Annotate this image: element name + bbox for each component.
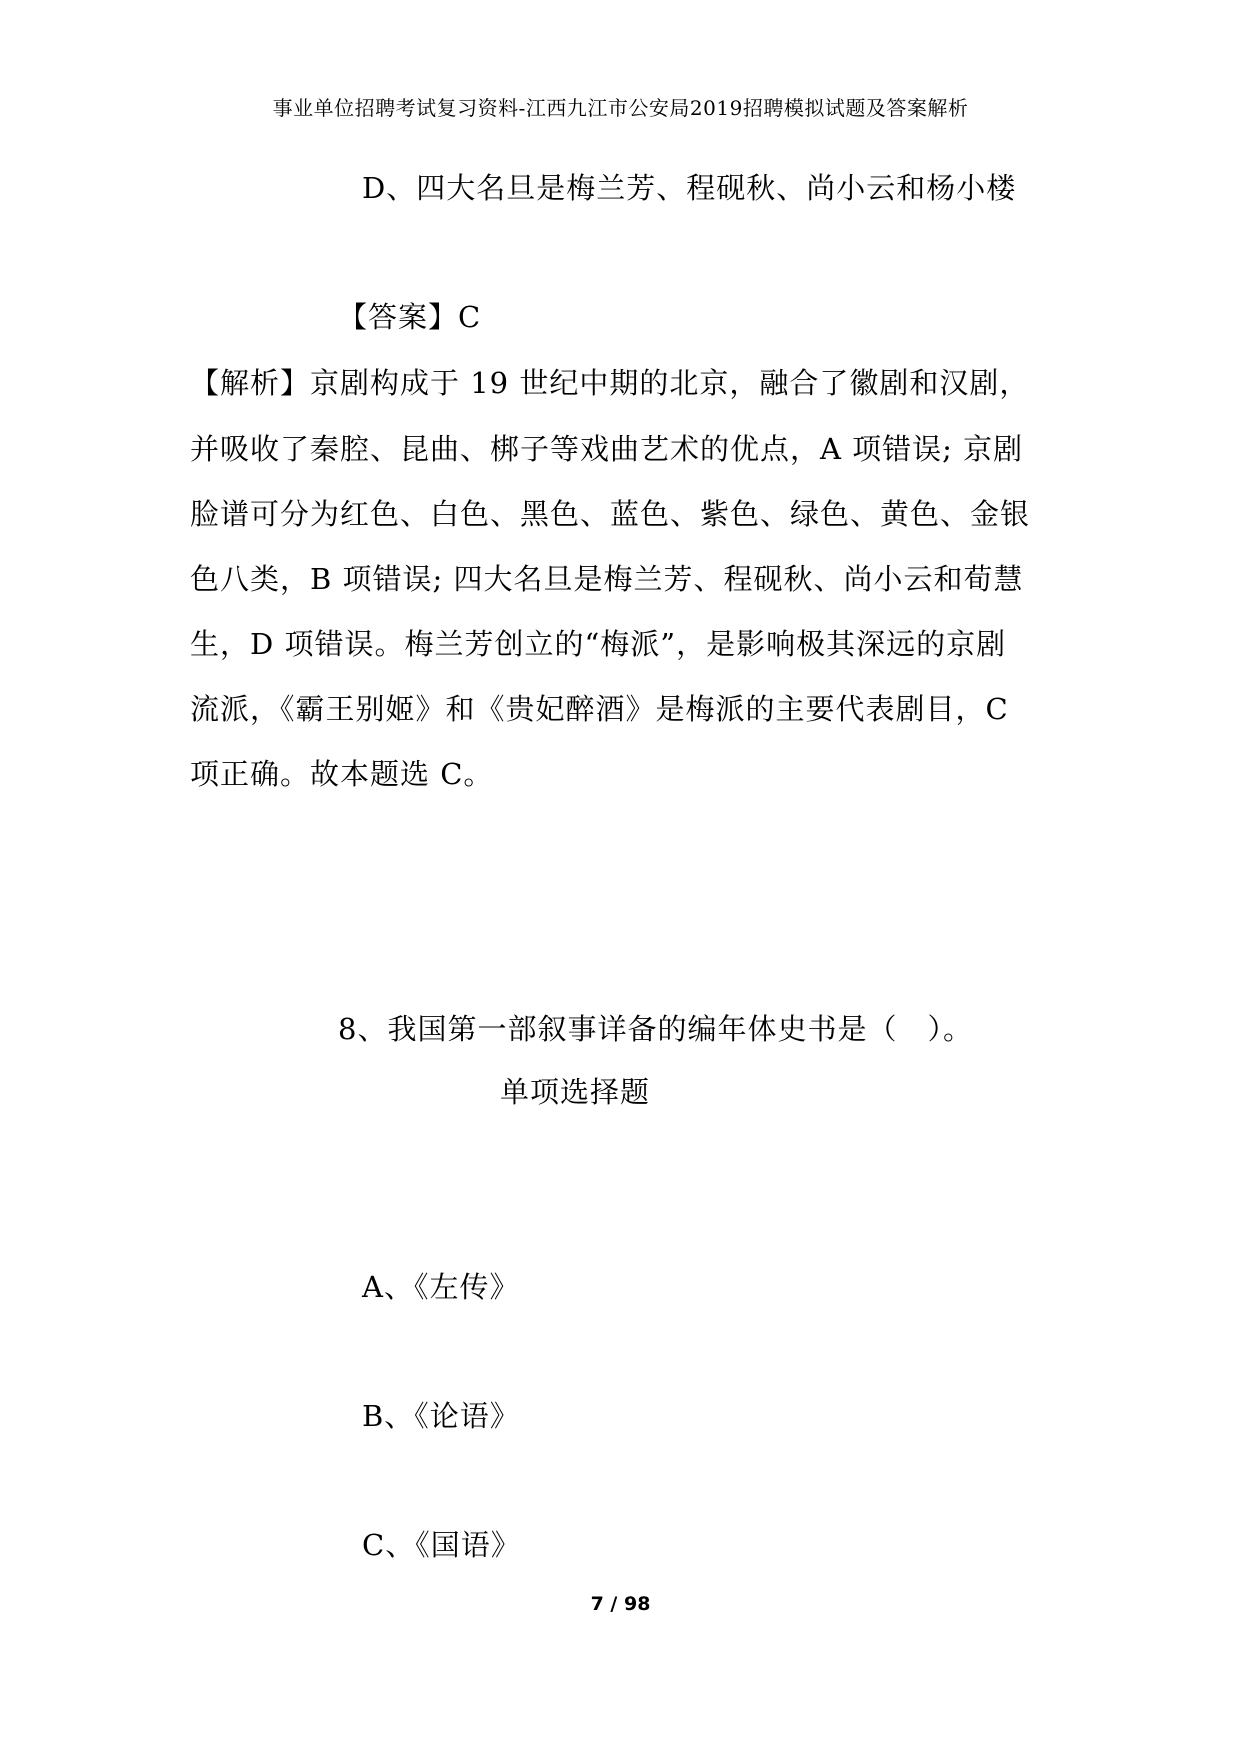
option-a: A、《左传》: [362, 1270, 520, 1304]
explanation-line: 【解析】京剧构成于 19 世纪中期的北京，融合了徽剧和汉剧，: [190, 366, 1030, 400]
explanation-line: 项正确。故本题选 C。: [190, 757, 494, 791]
answer-label: 【答案】C: [338, 300, 482, 334]
option-b: B、《论语》: [362, 1399, 520, 1433]
question-text: 8、我国第一部叙事详备的编年体史书是（ ）。: [338, 1012, 973, 1046]
explanation-line: 色八类，B 项错误; 四大名旦是梅兰芳、程砚秋、尚小云和荀慧: [190, 562, 1024, 596]
option-c: C、《国语》: [362, 1528, 521, 1562]
explanation-line: 并吸收了秦腔、昆曲、梆子等戏曲艺术的优点，A 项错误; 京剧: [190, 432, 1024, 466]
explanation-line: 生，D 项错误。梅兰芳创立的“梅派”，是影响极其深远的京剧: [190, 627, 1007, 661]
page-number: 7 / 98: [590, 1593, 651, 1615]
explanation-line: 脸谱可分为红色、白色、黑色、蓝色、紫色、绿色、黄色、金银: [190, 497, 1031, 531]
question-type-label: 单项选择题: [500, 1075, 651, 1109]
page-header-title: 事业单位招聘考试复习资料-江西九江市公安局2019招聘模拟试题及答案解析: [272, 96, 969, 120]
previous-question-option-d: D、四大名旦是梅兰芳、程砚秋、尚小云和杨小楼: [362, 171, 1017, 205]
explanation-line: 流派，《霸王别姬》和《贵妃醉酒》是梅派的主要代表剧目，C: [190, 692, 1009, 726]
